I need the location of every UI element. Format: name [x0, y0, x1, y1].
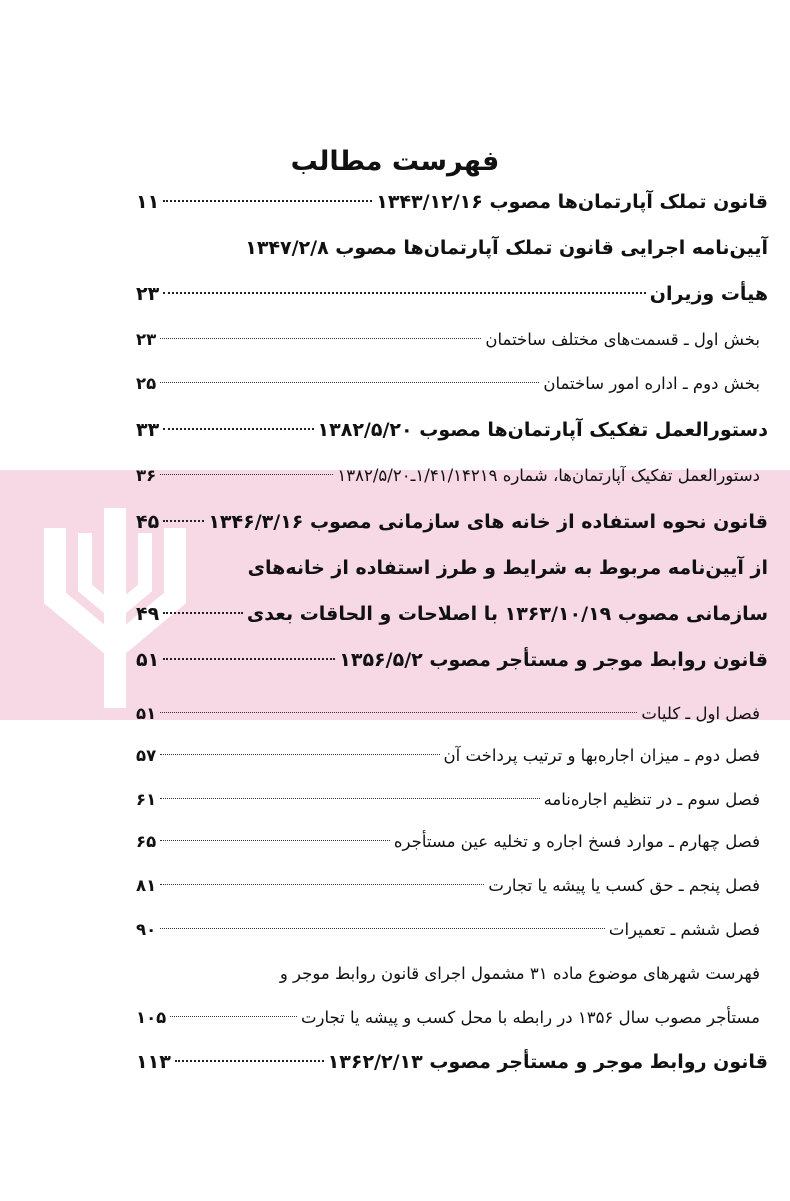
toc-entry[interactable] [136, 998, 760, 1038]
toc-entry-title: هیأت وزیران [649, 283, 768, 305]
toc-entry-page: ۴۹ [136, 603, 160, 625]
toc-entry[interactable] [136, 640, 768, 680]
leader-dots [160, 928, 605, 929]
leader-dots [163, 658, 335, 660]
toc-entry[interactable] [136, 736, 760, 776]
leader-dots [160, 754, 439, 755]
toc-entry-page: ۶۱ [136, 790, 157, 809]
toc-entry-title: فصل دوم ـ میزان اجاره‌بها و ترتیب پرداخت آن [443, 746, 760, 765]
toc-entry-line: فهرست شهرهای موضوع ماده ۳۱ مشمول اجرای قانون روابط موجر و [279, 964, 760, 983]
toc-entry-page: ۲۳ [136, 330, 157, 349]
toc-entry[interactable] [136, 182, 768, 222]
toc-entry-title: فصل اول ـ کلیات [641, 704, 760, 723]
toc-entry-line: آیین‌نامه اجرایی قانون تملک آپارتمان‌ها مصوب ۱۳۴۷/۲/۸ [245, 237, 768, 259]
leader-dots [175, 1060, 324, 1062]
toc-entry-title: فصل پنجم ـ حق کسب یا پیشه یا تجارت [488, 876, 760, 895]
toc-entry-page: ۵۷ [136, 746, 157, 765]
toc-entry[interactable] [136, 320, 760, 360]
leader-dots [163, 612, 243, 614]
page-title: فهرست مطالب [290, 146, 500, 178]
toc-entry-title: سازمانی مصوب ۱۳۶۳/۱۰/۱۹ با اصلاحات و الحاقات بعدی [246, 603, 768, 625]
leader-dots [163, 292, 646, 294]
leader-dots [160, 338, 481, 339]
toc-entry[interactable] [136, 780, 760, 820]
leader-dots [163, 428, 313, 430]
leader-dots [160, 884, 484, 885]
toc-entry-page: ۶۵ [136, 832, 157, 851]
toc-entry[interactable] [136, 866, 760, 906]
toc-entry-title: دستورالعمل تفکیک آپارتمان‌ها مصوب ۱۳۸۲/۵/۲۰ [317, 419, 768, 441]
toc-entry-title: بخش دوم ـ اداره امور ساختمان [543, 374, 760, 393]
toc-entry-title: دستورالعمل تفکیک آپارتمان‌ها، شماره ۱/۴۱/۱۴۲۱۹ـ۱۳۸۲/۵/۲۰ [337, 466, 760, 485]
toc-entry-page: ۵۱ [136, 649, 160, 671]
toc-entry-page: ۱۱۳ [136, 1051, 171, 1073]
toc-entry-page: ۲۵ [136, 374, 157, 393]
leader-dots [160, 382, 539, 383]
toc-entry[interactable] [136, 456, 760, 496]
toc-entry-title: فصل چهارم ـ موارد فسخ اجاره و تخلیه عین مستأجره [393, 832, 760, 851]
toc-entry-page: ۱۰۵ [136, 1008, 167, 1027]
toc-entry-title: بخش اول ـ قسمت‌های مختلف ساختمان [485, 330, 760, 349]
leader-dots [160, 798, 539, 799]
toc-entry[interactable] [136, 502, 768, 542]
toc-entry-line: از آیین‌نامه مربوط به شرایط و طرز استفاده از خانه‌های [247, 557, 768, 579]
toc-entry-title: مستأجر مصوب سال ۱۳۵۶ در رابطه با محل کسب و پیشه یا تجارت [300, 1008, 760, 1027]
toc-entry[interactable] [136, 694, 760, 734]
toc-entry[interactable] [136, 364, 760, 404]
toc-entry[interactable] [136, 274, 768, 314]
toc-entry[interactable] [136, 410, 768, 450]
toc-entry-page: ۹۰ [136, 920, 157, 939]
leader-dots [160, 474, 333, 475]
toc-entry[interactable] [136, 822, 760, 862]
toc-entry-title: فصل سوم ـ در تنظیم اجاره‌نامه [543, 790, 760, 809]
toc-entry-page: ۱۱ [136, 191, 160, 213]
leader-dots [163, 200, 372, 202]
toc-entry-title: قانون تملک آپارتمان‌ها مصوب ۱۳۴۳/۱۲/۱۶ [376, 191, 768, 213]
toc-entry-page: ۴۵ [136, 511, 160, 533]
leader-dots [160, 712, 637, 713]
toc-entry[interactable] [136, 1042, 768, 1082]
toc-entry-page: ۲۳ [136, 283, 160, 305]
leader-dots [170, 1016, 297, 1017]
toc-entry-title: قانون روابط موجر و مستأجر مصوب ۱۳۵۶/۵/۲ [339, 649, 768, 671]
leader-dots [160, 840, 390, 841]
toc-entry-title: قانون نحوه استفاده از خانه های سازمانی مصوب ۱۳۴۶/۳/۱۶ [208, 511, 768, 533]
toc-entry-page: ۳۳ [136, 419, 160, 441]
toc-entry-title: فصل ششم ـ تعمیرات [608, 920, 760, 939]
toc-entry-page: ۵۱ [136, 704, 157, 723]
toc-entry[interactable] [136, 910, 760, 950]
toc-entry[interactable] [136, 594, 768, 634]
toc-entry-page: ۸۱ [136, 876, 157, 895]
leader-dots [163, 520, 204, 522]
toc-entry-page: ۳۶ [136, 466, 157, 485]
toc-entry-title: قانون روابط موجر و مستأجر مصوب ۱۳۶۲/۲/۱۳ [327, 1051, 768, 1073]
